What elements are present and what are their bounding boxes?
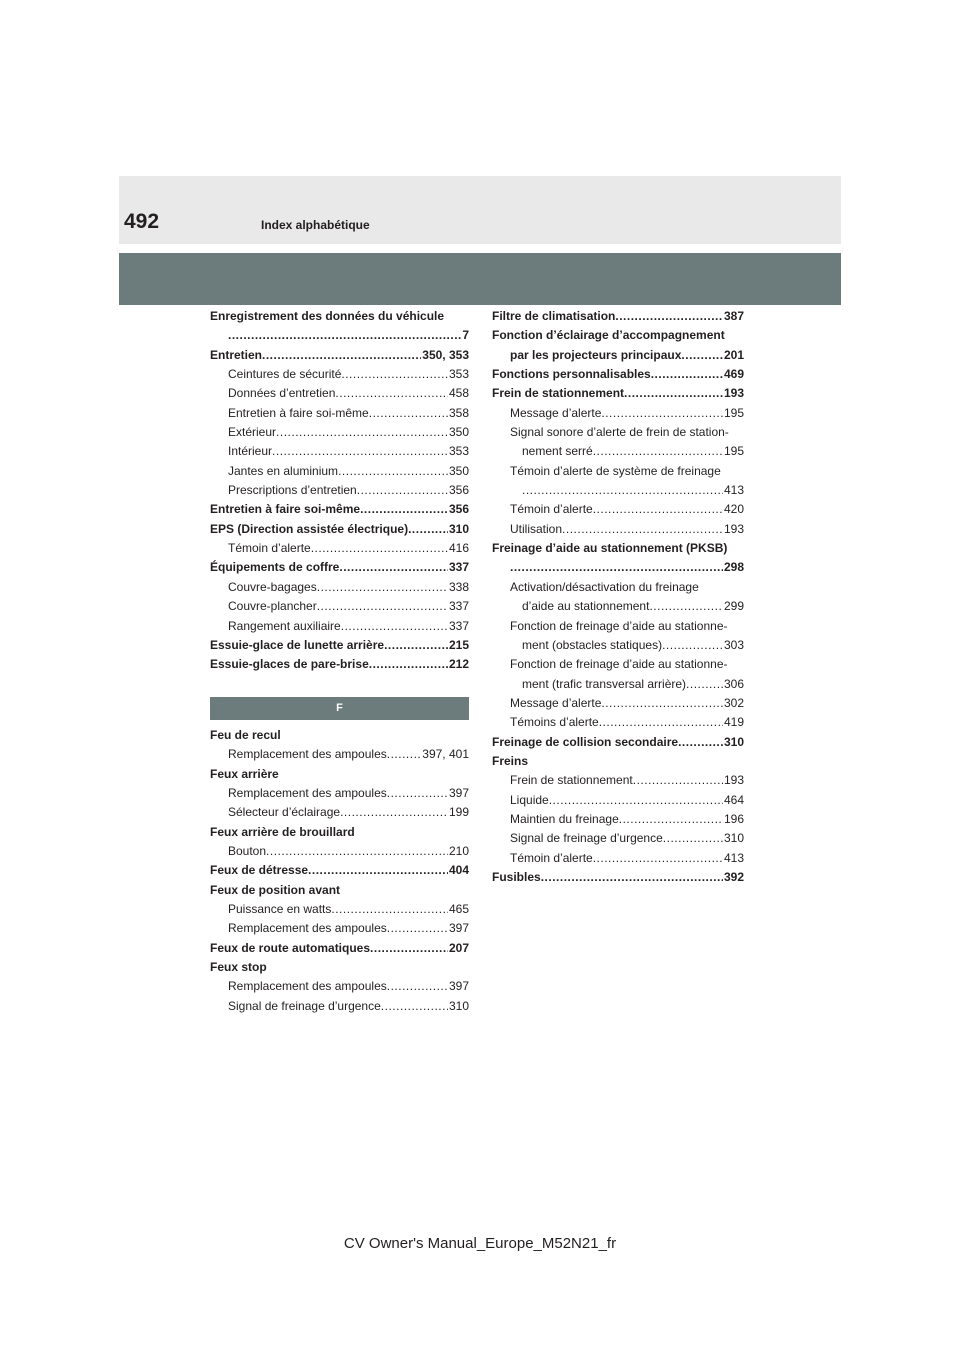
index-entry-label: Message d’alerte [510, 695, 602, 710]
index-entry-page: 196 [723, 811, 744, 826]
index-entry-label: Rangement auxiliaire [228, 618, 341, 633]
index-entry [492, 520, 744, 539]
leader-dots [341, 365, 448, 384]
index-entry [492, 771, 744, 790]
index-entry-page: 350, 353 [422, 347, 469, 362]
leader-dots [335, 384, 448, 403]
index-entry [492, 617, 744, 636]
index-entry-page: 201 [723, 347, 744, 362]
index-entry [210, 900, 469, 919]
leader-dots [678, 733, 723, 752]
index-entry [492, 404, 744, 423]
index-entry-page: 464 [723, 792, 744, 807]
index-entry [210, 578, 469, 597]
index-entry [210, 881, 469, 900]
leader-dots [272, 442, 448, 461]
index-entry [210, 500, 469, 519]
leader-dots [601, 404, 723, 423]
index-entry-label: Feux arrière de brouillard [210, 824, 355, 839]
index-entry-label: Feux de détresse [210, 863, 309, 878]
index-entry-label: Freinage de collision secondaire [492, 734, 679, 749]
index-entry-page: 212 [448, 657, 469, 672]
leader-dots [624, 384, 723, 403]
index-entry [492, 636, 744, 655]
index-entry-page: 338 [448, 579, 469, 594]
index-entry-label: Essuie-glaces de pare-brise [210, 657, 369, 672]
leader-dots [663, 829, 723, 848]
index-entry [210, 977, 469, 996]
leader-dots [681, 346, 723, 365]
index-entry [210, 939, 469, 958]
index-entry [210, 803, 469, 822]
section-title: Index alphabétique [261, 218, 370, 232]
index-column-left [210, 307, 469, 675]
index-entry-page: 404 [448, 863, 469, 878]
index-entry-label: Témoins d’alerte [510, 715, 599, 730]
leader-dots [601, 694, 723, 713]
index-entry-page: 356 [448, 483, 469, 498]
index-entry-label: Couvre-plancher [228, 599, 317, 614]
index-entry [492, 810, 744, 829]
index-entry [210, 997, 469, 1016]
index-entry [210, 919, 469, 938]
leader-dots [599, 713, 723, 732]
leader-dots [340, 803, 448, 822]
index-entry-label: ment (obstacles statiques) [522, 637, 663, 652]
index-entry-label: Couvre-bagages [228, 579, 317, 594]
index-entry [210, 520, 469, 539]
leader-dots [339, 558, 448, 577]
leader-dots [593, 442, 723, 461]
index-entry [210, 481, 469, 500]
leader-dots [331, 900, 448, 919]
index-entry [492, 752, 744, 771]
index-entry [210, 346, 469, 365]
index-entry-label: Feux stop [210, 960, 267, 975]
index-entry-label: Liquide [510, 792, 549, 807]
index-entry-label: Remplacement des ampoules [228, 747, 387, 762]
index-entry-page: 207 [448, 940, 469, 955]
index-entry [210, 326, 469, 345]
index-entry-page: 465 [448, 902, 469, 917]
leader-dots [357, 481, 448, 500]
index-entry-page: 397, 401 [422, 747, 469, 762]
leader-dots [593, 500, 723, 519]
leader-dots [562, 520, 723, 539]
leader-dots [387, 977, 448, 996]
index-entry-page: 193 [723, 386, 744, 401]
index-entry-label: Feux de position avant [210, 882, 341, 897]
leader-dots [619, 810, 723, 829]
index-entry-label: Frein de stationnement [492, 386, 625, 401]
index-entry-page: 299 [723, 599, 744, 614]
index-entry-page: 419 [723, 715, 744, 730]
leader-dots [541, 868, 723, 887]
index-entry-label: Feux arrière [210, 766, 279, 781]
index-entry-label: Frein de stationnement [510, 773, 633, 788]
leader-dots [387, 919, 448, 938]
index-entry-page: 420 [723, 502, 744, 517]
index-entry [210, 823, 469, 842]
index-entry [492, 675, 744, 694]
leader-dots [633, 771, 723, 790]
index-entry [210, 861, 469, 880]
index-entry [210, 617, 469, 636]
index-entry [210, 726, 469, 745]
index-entry [210, 784, 469, 803]
index-entry-page: 195 [723, 444, 744, 459]
letter-divider-f: F [210, 697, 469, 720]
index-entry-page: 350 [448, 463, 469, 478]
index-entry-label: Témoin d’alerte [510, 850, 593, 865]
index-entry-page: 469 [723, 367, 744, 382]
index-entry-page: 310 [448, 998, 469, 1013]
index-entry-label: Fusibles [492, 869, 541, 884]
leader-dots [266, 842, 448, 861]
leader-dots [593, 849, 723, 868]
index-entry [210, 636, 469, 655]
index-entry-label: Remplacement des ampoules [228, 786, 387, 801]
index-group-e [210, 307, 469, 675]
index-entry [492, 365, 744, 384]
index-entry [492, 578, 744, 597]
index-entry-page: 199 [448, 805, 469, 820]
index-entry-page: 397 [448, 979, 469, 994]
index-column-right [492, 307, 744, 887]
index-entry [492, 868, 744, 887]
index-entry-page: 7 [462, 328, 469, 343]
index-entry-page: 337 [448, 618, 469, 633]
leader-dots [408, 520, 448, 539]
index-entry [210, 765, 469, 784]
index-entry-label: Maintien du freinage [510, 811, 619, 826]
index-entry-label: Utilisation [510, 521, 563, 536]
index-entry [492, 539, 744, 558]
index-entry [492, 849, 744, 868]
index-entry-label: Jantes en aluminium [228, 463, 339, 478]
leader-dots [662, 636, 723, 655]
index-entry [492, 326, 744, 345]
index-entry-page: 310 [723, 734, 744, 749]
index-entry [210, 307, 469, 326]
index-entry [492, 655, 744, 674]
footer-manual-id: CV Owner's Manual_Europe_M52N21_fr [343, 1235, 617, 1252]
index-entry-label: Sélecteur d’éclairage [228, 805, 341, 820]
leader-dots [308, 861, 448, 880]
index-entry-label: d’aide au stationnement [522, 599, 650, 614]
leader-dots [387, 784, 448, 803]
index-entry [492, 423, 744, 442]
index-entry-page: 387 [723, 309, 744, 323]
index-entry-label: Message d’alerte [510, 405, 602, 420]
index-entry-label: Témoin d’alerte [228, 541, 311, 556]
index-entry-page: 350 [448, 425, 469, 440]
index-entry [210, 745, 469, 764]
index-group-f [210, 726, 469, 1016]
leader-dots [649, 597, 723, 616]
index-entry [210, 365, 469, 384]
leader-dots [686, 675, 723, 694]
index-entry [492, 500, 744, 519]
index-entry-page: 356 [448, 502, 469, 517]
index-entry [210, 655, 469, 674]
index-entry-label: Enregistrement des données du véhicule [210, 309, 445, 323]
index-entry-label: Prescriptions d’entretien [228, 483, 357, 498]
index-entry-label: Données d’entretien [228, 386, 336, 401]
index-entry [492, 558, 744, 577]
index-entry-page: 298 [723, 560, 744, 575]
index-entry-label: Fonction de freinage d’aide au stationne- [510, 618, 728, 633]
leader-dots [341, 617, 448, 636]
leader-dots [262, 346, 421, 365]
index-entry-label: Bouton [228, 844, 267, 859]
index-entry-label: Témoin d’alerte de système de freinage [510, 463, 721, 478]
index-entry-page: 392 [723, 869, 744, 884]
index-entry-page: 337 [448, 560, 469, 575]
index-entry-page: 458 [448, 386, 469, 401]
index-entry-label: Puissance en watts [228, 902, 332, 917]
index-entry [210, 462, 469, 481]
index-entry-label: EPS (Direction assistée électrique) [210, 521, 409, 536]
leader-dots [311, 539, 448, 558]
index-entry-label: Feu de recul [210, 728, 281, 742]
index-entry-label: Extérieur [228, 425, 277, 440]
leader-dots [370, 939, 448, 958]
index-entry-label: Activation/désactivation du freinage [510, 579, 699, 594]
index-entry [492, 713, 744, 732]
index-entry-page: 306 [723, 676, 744, 691]
index-entry-label: par les projecteurs principaux [510, 347, 682, 362]
index-entry-label: Entretien [210, 347, 263, 362]
index-entry-label: Ceintures de sécurité [228, 367, 342, 382]
index-entry-label: Fonction d’éclairage d’accompagnement [492, 328, 725, 343]
index-entry [210, 442, 469, 461]
index-entry-label: Signal sonore d’alerte de frein de station- [510, 425, 729, 440]
index-entry [210, 384, 469, 403]
leader-dots [615, 307, 723, 326]
index-entry-label: Remplacement des ampoules [228, 979, 387, 994]
index-entry-page: 397 [448, 786, 469, 801]
index-entry-label: Remplacement des ampoules [228, 921, 387, 936]
index-entry-label: Témoin d’alerte [510, 502, 593, 517]
index-entry [492, 829, 744, 848]
index-entry-label: Fonctions personnalisables [492, 367, 651, 382]
index-entry [210, 539, 469, 558]
leader-dots [522, 481, 723, 500]
index-entry [492, 384, 744, 403]
index-entry [210, 958, 469, 977]
index-entry [492, 694, 744, 713]
leader-dots [360, 500, 448, 519]
index-entry-label: Équipements de coffre [210, 560, 340, 575]
leader-dots [276, 423, 448, 442]
index-group-f-continued [492, 307, 744, 887]
index-entry-page: 310 [723, 831, 744, 846]
leader-dots [369, 655, 448, 674]
leader-dots [510, 558, 723, 577]
index-entry-label: Entretien à faire soi-même [228, 405, 369, 420]
index-entry [492, 346, 744, 365]
index-entry-label: ment (trafic transversal arrière) [522, 676, 687, 691]
header-dark-band [119, 253, 841, 305]
index-entry-page: 193 [723, 773, 744, 788]
index-entry-label: Entretien à faire soi-même [210, 502, 361, 517]
leader-dots [549, 791, 723, 810]
leader-dots [317, 578, 448, 597]
index-entry-page: 413 [723, 850, 744, 865]
index-entry-page: 353 [448, 444, 469, 459]
index-entry-page: 210 [448, 844, 469, 859]
index-entry-label: Freins [492, 753, 529, 768]
index-entry-page: 337 [448, 599, 469, 614]
index-entry-page: 215 [448, 637, 469, 652]
index-entry [210, 404, 469, 423]
index-entry [492, 733, 744, 752]
leader-dots [317, 597, 448, 616]
index-entry-page: 358 [448, 405, 469, 420]
index-entry [210, 597, 469, 616]
index-entry [210, 842, 469, 861]
index-entry-page: 303 [723, 637, 744, 652]
index-entry-label: Signal de freinage d’urgence [228, 998, 381, 1013]
index-entry-page: 310 [448, 521, 469, 536]
header-band [119, 176, 841, 244]
index-entry-page: 193 [723, 521, 744, 536]
index-entry-page: 302 [723, 695, 744, 710]
leader-dots [387, 745, 422, 764]
index-entry-page: 353 [448, 367, 469, 382]
index-entry [492, 791, 744, 810]
index-entry-label: Feux de route automatiques [210, 940, 371, 955]
index-entry-label: Essuie-glace de lunette arrière [210, 637, 385, 652]
index-entry-label: nement serré [522, 444, 593, 459]
index-entry [492, 442, 744, 461]
leader-dots [338, 462, 448, 481]
index-entry [492, 307, 744, 326]
leader-dots [651, 365, 723, 384]
index-entry [492, 481, 744, 500]
index-entry [210, 423, 469, 442]
leader-dots [228, 326, 461, 345]
index-column-left-f [210, 726, 469, 1016]
leader-dots [381, 997, 448, 1016]
page-number: 492 [124, 210, 160, 233]
index-entry-label: Filtre de climatisation [492, 309, 616, 323]
index-entry-label: Intérieur [228, 444, 273, 459]
leader-dots [384, 636, 448, 655]
index-entry-label: Signal de freinage d’urgence [510, 831, 663, 846]
index-entry-page: 397 [448, 921, 469, 936]
leader-dots [369, 404, 448, 423]
index-entry-page: 413 [723, 483, 744, 498]
index-entry-page: 195 [723, 405, 744, 420]
index-entry-label: Freinage d’aide au stationnement (PKSB) [492, 541, 728, 556]
index-entry-page: 416 [448, 541, 469, 556]
index-entry-label: Fonction de freinage d’aide au stationne- [510, 657, 728, 672]
index-entry [210, 558, 469, 577]
index-entry [492, 597, 744, 616]
index-entry [492, 462, 744, 481]
